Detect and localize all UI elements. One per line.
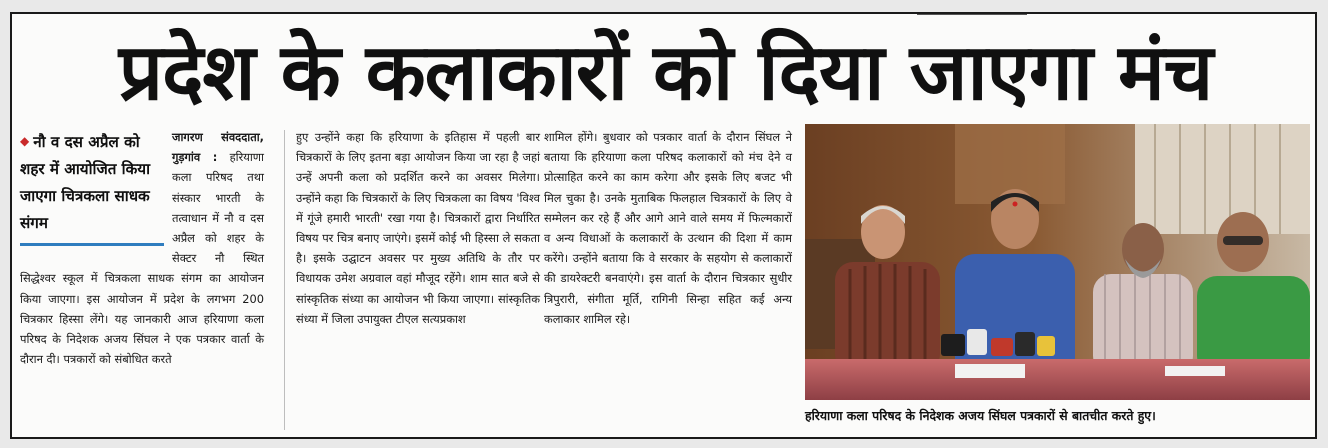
press-conference-photo <box>805 124 1310 400</box>
column-3-text: शामिल होंगे। बुधवार को पत्रकार वार्ता के दौरान सिंघल ने बताया कि हरियाणा कला परिषद कलाकारों को मंच देने व प्रोत्साहित करने का काम करेगा और इसके लिए बजट भी मिल चुका है। उनके मुताबिक फिलहाल चित्रकारों के लिए वे सम्मेलन कर रहे हैं और आगे आने वाले समय में फिल्मकारों व अन्य विधाओं के कलाकारों के उत्थान की दिशा में काम करेंगे। उन्होंने बताया कि वे सरकार के सहयोग से कलाकारों की डायरेक्टरी बनवाएंगे। इस वार्ता के दौरान चित्रकार सुधीर त्रिपुरारी, संगीता मूर्ति, रागिनी सिन्हा सहित कई अन्य कलाकार शामिल रहे। <box>544 130 792 326</box>
column-1-text: हरियाणा कला परिषद तथा संस्कार भारती के तत्वाधान में नौ व दस अप्रैल को शहर के सेक्टर नौ स्थित सिद्धेश्वर स्कूल में चित्रकला साधक संगम का आयोजन किया जाएगा। इस आयोजन में प्रदेश के लगभग 200 चित्रकार हिस्सा लेंगे। यह जानकारी आज हरियाणा कला परिषद के निदेशक अजय सिंघल ने एक पत्रकार वार्ता के दौरान दी। पत्रकारों को संबोधित करते <box>20 150 264 367</box>
column-divider <box>284 130 285 430</box>
byline: जागरण संवददाता, गुड़गांव : <box>172 130 264 165</box>
news-clipping <box>10 12 1317 439</box>
pull-quote <box>20 128 164 246</box>
photo-caption: हरियाणा कला परिषद के निदेशक अजय सिंघल पत्रकारों से बातचीत करते हुए। <box>805 408 1156 423</box>
column-2-text: हुए उन्होंने कहा कि हरियाणा के इतिहास में पहली बार चित्रकारों के लिए इतना बड़ा आयोजन किया जा रहा है जहां उन्हें अपनी कला को प्रदर्शित करने का अवसर मिलेगा। उन्होंने कहा कि चित्रकारों के लिए चित्रकला का विषय 'विश्व में गूंजे हमारी भारती' रखा गया है। चित्रकारों द्वारा निर्धारित विषय पर चित्र बनाए जाएंगे। इसमें कोई भी हिस्सा ले सकता है। इसके उद्घाटन अवसर पर मुख्य अतिथि के तौर पर विधायक उमेश अग्रवाल वहां मौजूद रहेंगे। शाम सात बजे से सांस्कृतिक संध्या का आयोजन भी किया जाएगा। सांस्कृतिक संध्या में जिला उपायुक्त टीएल सत्यप्रकाश <box>296 130 540 326</box>
top-edge-mark <box>917 14 1027 18</box>
headline: प्रदेश के कलाकारों को दिया जाएगा मंच <box>118 28 1213 118</box>
article-column-2 <box>296 127 540 329</box>
diamond-bullet-icon: ◆ <box>20 134 30 148</box>
photo-illustration <box>805 124 1310 400</box>
article-column-1 <box>20 127 264 369</box>
pull-quote-text: नौ व दस अप्रैल को शहर में आयोजित किया जाएगा चित्रकला साधक संगम <box>20 133 151 232</box>
article-column-3 <box>544 127 792 329</box>
